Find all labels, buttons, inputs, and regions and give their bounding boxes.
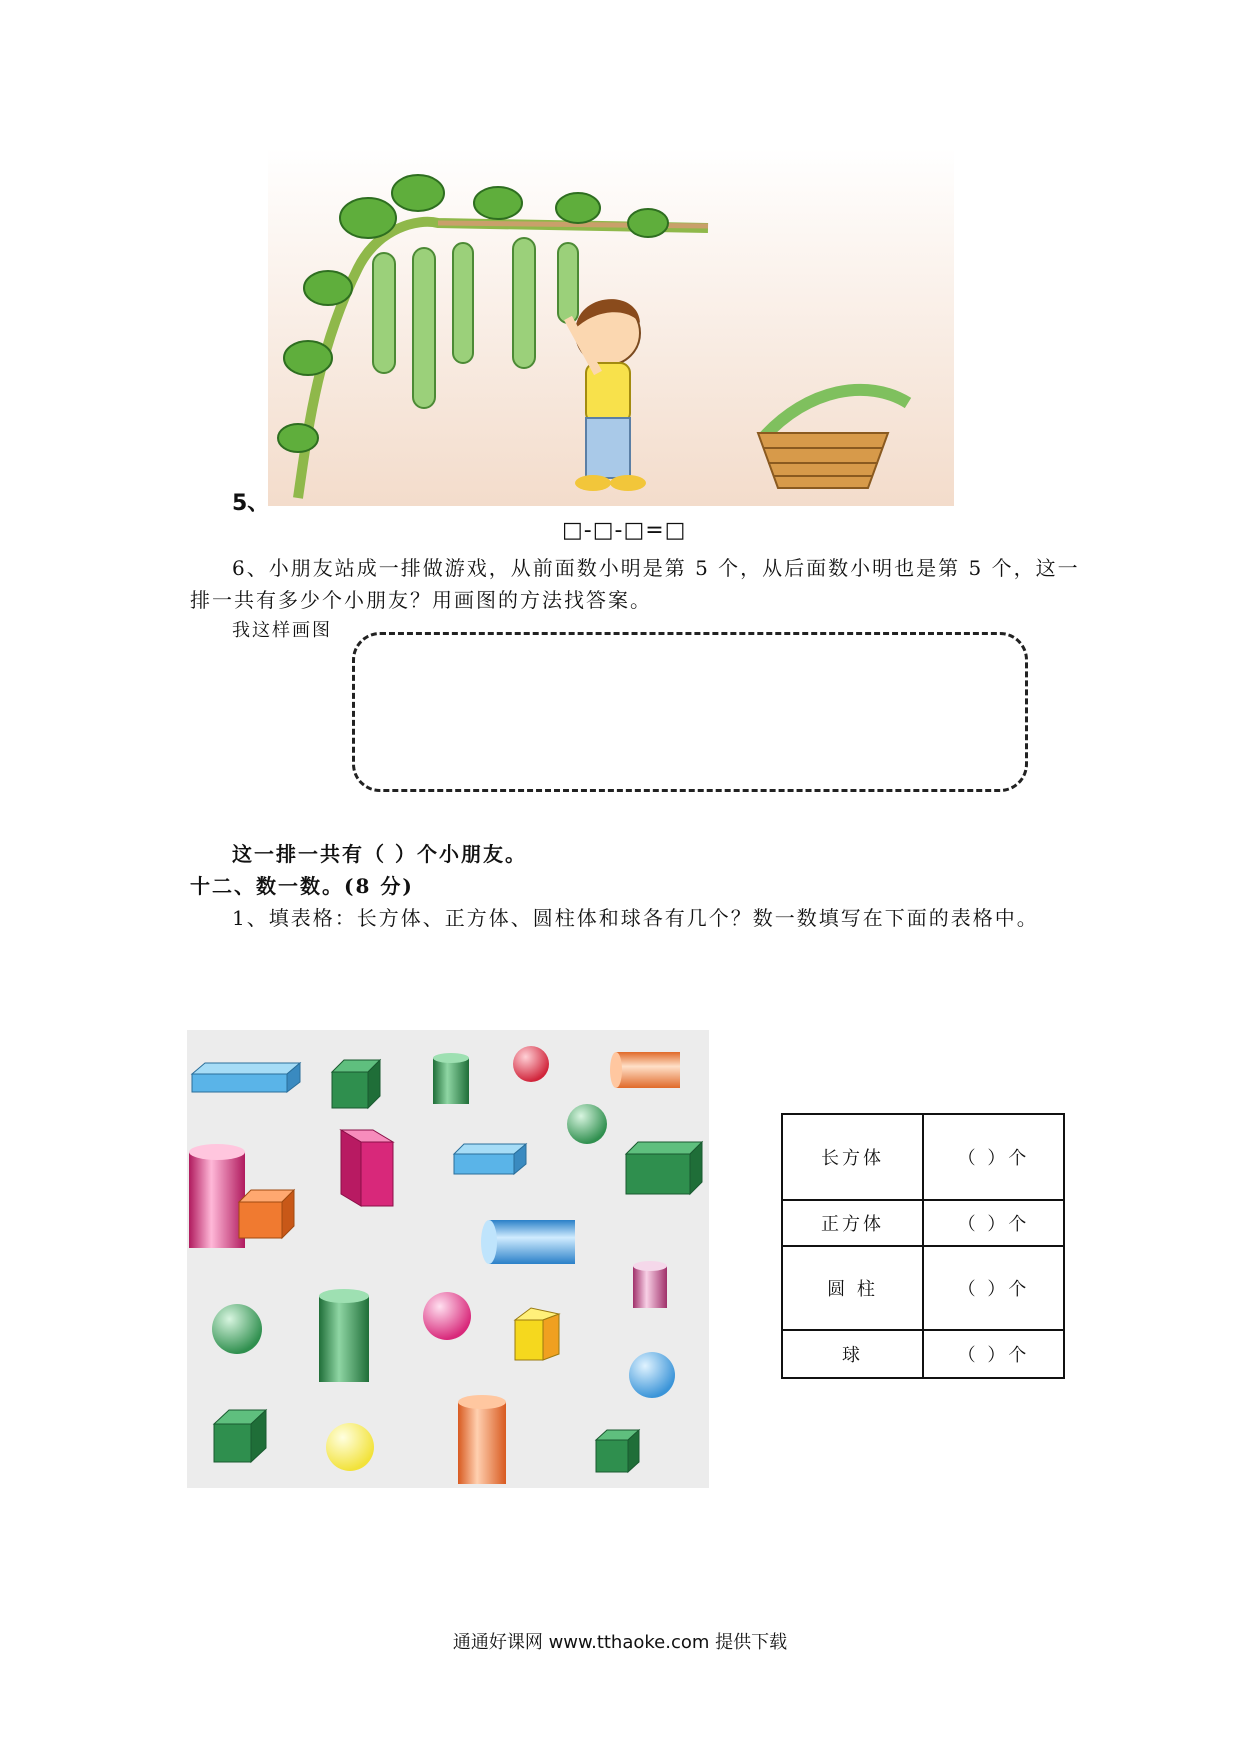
3d-shapes-picture: [187, 1030, 709, 1488]
table-row: [782, 1330, 1064, 1378]
gourd-picking-illustration: [268, 148, 954, 506]
question-6-text-line-1: 6、小朋友站成一排做游戏，从前面数小明是第 5 个，从后面数小明也是第 5 个，这一: [232, 556, 1080, 580]
count-blank[interactable]: （ ）个: [923, 1246, 1064, 1330]
row-label: 正方体: [782, 1200, 923, 1246]
section-12-question-1: 1、填表格：长方体、正方体、圆柱体和球各有几个？数一数填写在下面的表格中。: [232, 906, 1039, 930]
table-row: [782, 1246, 1064, 1330]
row-label: 圆 柱: [782, 1246, 923, 1330]
drawing-label: 我这样画图: [232, 620, 332, 641]
shape-count-table: [781, 1113, 1065, 1379]
row-label: 球: [782, 1330, 923, 1378]
question-5-number: 5、: [232, 491, 270, 516]
section-12-title: 十二、数一数。(8 分): [190, 874, 414, 898]
count-blank[interactable]: （ ）个: [923, 1200, 1064, 1246]
drawing-area[interactable]: [352, 632, 1028, 792]
count-blank[interactable]: （ ）个: [923, 1114, 1064, 1200]
table-row: [782, 1114, 1064, 1200]
count-blank[interactable]: （ ）个: [923, 1330, 1064, 1378]
footer-credit: 通通好课网 www.tthaoke.com 提供下载: [452, 1632, 788, 1653]
row-label: 长方体: [782, 1114, 923, 1200]
subtraction-equation: □-□-□=□: [562, 518, 687, 543]
question-6-text-line-2: 排一共有多少个小朋友？用画图的方法找答案。: [190, 588, 652, 612]
question-6-answer-line: 这一排一共有（ ）个小朋友。: [232, 842, 527, 866]
table-row: [782, 1200, 1064, 1246]
